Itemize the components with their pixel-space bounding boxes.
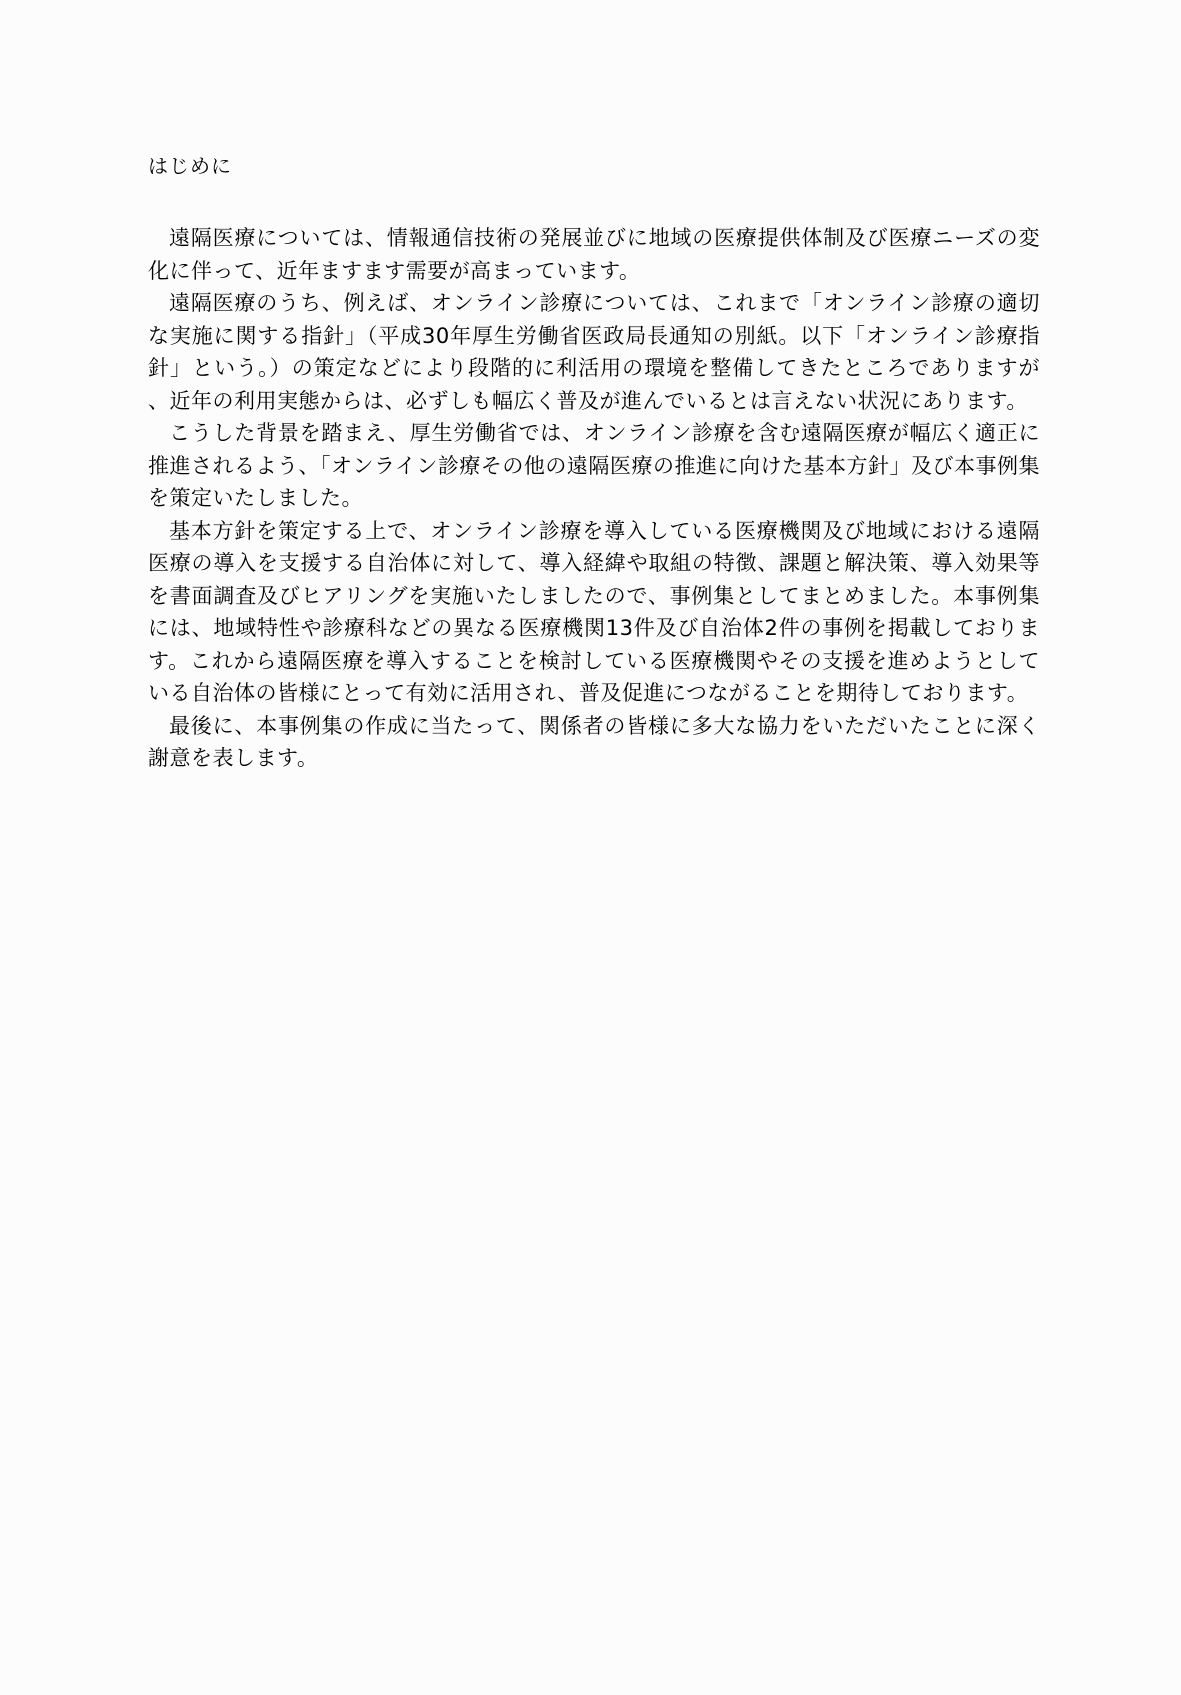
- document-page: [148, 150, 1040, 775]
- page-title: はじめに: [148, 154, 232, 178]
- paragraph-online-guidelines: 遠隔医療のうち、例えば、オンライン診療については、これまで「オンライン診療の適切な実施に関する指針」（平成30年厚生労働省医政局長通知の別紙。以下「オンライン診療指針」という。）の策定などにより段階的に利活用の環境を整備してきたところでありますが、近年の利用実態からは、必ずしも幅広く普及が進んでいるとは言えない状況にあります。: [148, 291, 1040, 413]
- paragraph-basic-policy: こうした背景を踏まえ、厚生労働省では、オンライン診療を含む遠隔医療が幅広く適正に推進されるよう、「オンライン診療その他の遠隔医療の推進に向けた基本方針」及び本事例集を策定いたしました。: [148, 421, 1040, 510]
- paragraph-case-studies: 基本方針を策定する上で、オンライン診療を導入している医療機関及び地域における遠隔医療の導入を支援する自治体に対して、導入経緯や取組の特徴、課題と解決策、導入効果等を書面調査及びヒアリングを実施いたしましたので、事例集としてまとめました。本事例集には、地域特性や診療科などの異なる医療機関13件及び自治体2件の事例を掲載しております。これから遠隔医療を導入することを検討している医療機関やその支援を進めようとしている自治体の皆様にとって有効に活用され、普及促進につながることを期待しております。: [148, 518, 1040, 705]
- paragraph-acknowledgement: 最後に、本事例集の作成に当たって、関係者の皆様に多大な協力をいただいたことに深く謝意を表します。: [148, 713, 1040, 770]
- paragraph-demand-background: 遠隔医療については、情報通信技術の発展並びに地域の医療提供体制及び医療ニーズの変化に伴って、近年ますます需要が高まっています。: [148, 226, 1040, 283]
